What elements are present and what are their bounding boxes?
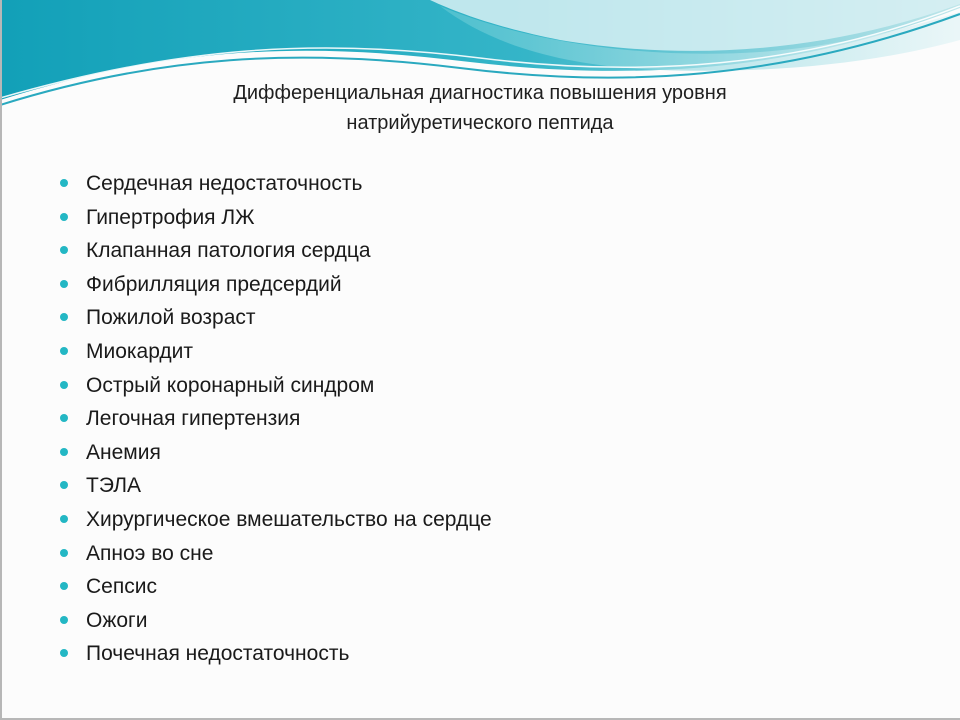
list-item-label: Гипертрофия ЛЖ xyxy=(86,205,255,229)
bullet-dot-icon xyxy=(60,280,68,288)
list-item-label: Легочная гипертензия xyxy=(86,407,301,431)
bullet-dot-icon xyxy=(60,448,68,456)
list-item-label: Ожоги xyxy=(86,608,148,632)
bullet-dot-icon xyxy=(60,582,68,590)
bullet-dot-icon xyxy=(60,213,68,221)
list-item-label: Сердечная недостаточность xyxy=(86,172,363,195)
list-item xyxy=(58,369,492,403)
bullet-dot-icon xyxy=(60,414,68,422)
list-item-label: Острый коронарный синдром xyxy=(86,373,375,397)
bullet-dot-icon xyxy=(60,179,68,187)
list-item xyxy=(58,167,492,201)
bullet-dot-icon xyxy=(60,347,68,355)
list-item xyxy=(58,402,492,436)
diagnosis-list xyxy=(58,167,492,671)
slide-title-line-2: натрийуретического пептида xyxy=(346,112,614,134)
list-item xyxy=(58,301,492,335)
list-item xyxy=(58,469,492,503)
bullet-dot-icon xyxy=(60,481,68,489)
bullet-dot-icon xyxy=(60,381,68,389)
list-item xyxy=(58,234,492,268)
list-item xyxy=(58,570,492,604)
slide-title-line-1: Дифференциальная диагностика повышения уровня xyxy=(233,82,727,104)
list-item-label: Фибрилляция предсердий xyxy=(86,272,342,296)
list-item xyxy=(58,637,492,671)
list-item-label: Клапанная патология сердца xyxy=(86,239,371,263)
slide-border-left xyxy=(0,0,2,720)
list-item xyxy=(58,201,492,235)
list-item-label: Хирургическое вмешательство на сердце xyxy=(86,507,492,531)
list-item xyxy=(58,436,492,470)
list-item xyxy=(58,537,492,571)
bullet-dot-icon xyxy=(60,313,68,321)
list-item-label: Пожилой возраст xyxy=(86,306,256,330)
list-item xyxy=(58,268,492,302)
slide-title xyxy=(0,78,960,138)
list-item-label: Миокардит xyxy=(86,339,194,363)
bullet-dot-icon xyxy=(60,549,68,557)
list-item-label: Апноэ во сне xyxy=(86,541,214,565)
list-item-label: Почечная недостаточность xyxy=(86,642,350,666)
bullet-dot-icon xyxy=(60,246,68,254)
bullet-dot-icon xyxy=(60,649,68,657)
list-item-label: ТЭЛА xyxy=(86,474,142,498)
list-item-label: Сепсис xyxy=(86,575,157,599)
list-item-label: Анемия xyxy=(86,440,161,464)
bullet-dot-icon xyxy=(60,515,68,523)
list-item xyxy=(58,503,492,537)
bullet-dot-icon xyxy=(60,616,68,624)
list-item xyxy=(58,335,492,369)
list-item xyxy=(58,604,492,638)
